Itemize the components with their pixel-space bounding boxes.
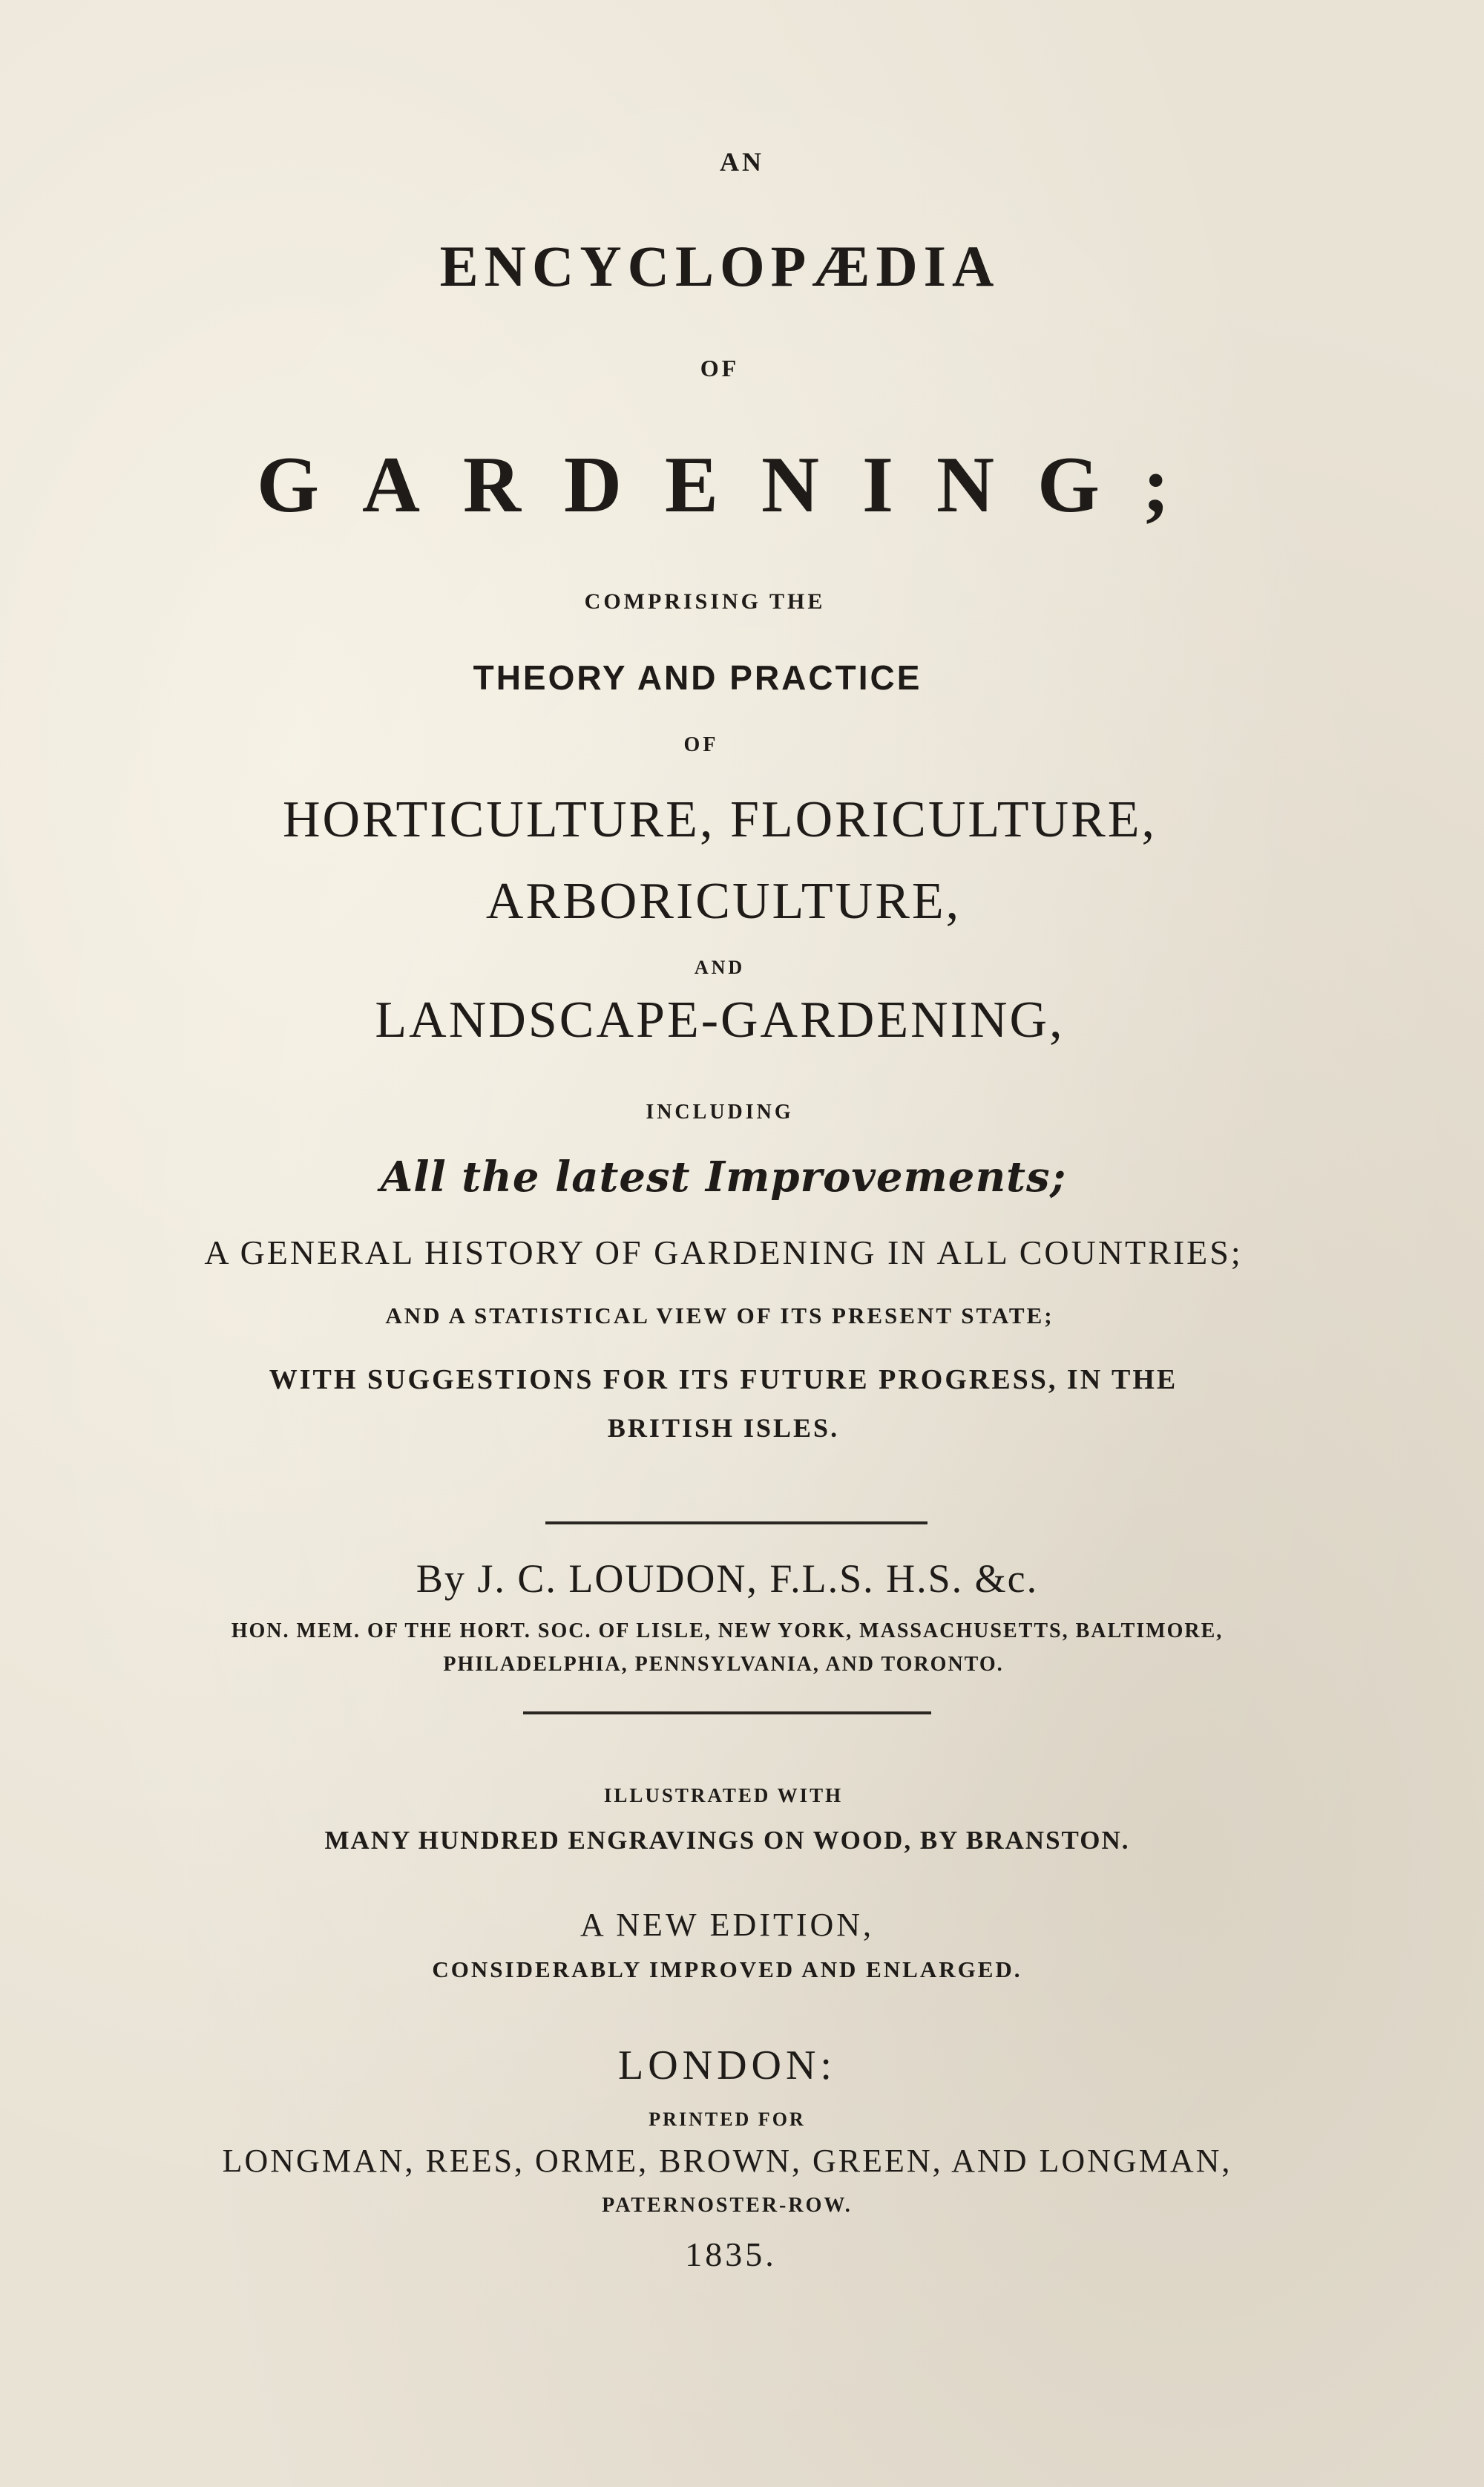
subjects-line-2: ARBORICULTURE, (485, 873, 962, 930)
publishers: LONGMAN, REES, ORME, BROWN, GREEN, AND LONGMAN, (222, 2143, 1232, 2179)
honors-line-2: PHILADELPHIA, PENNSYLVANIA, AND TORONTO. (443, 1653, 1004, 1676)
statistical-view: AND A STATISTICAL VIEW OF ITS PRESENT STATE; (385, 1303, 1054, 1328)
word-an: AN (720, 147, 764, 177)
author: By J. C. LOUDON, F.L.S. H.S. &c. (416, 1556, 1039, 1601)
title-gardening: GARDENING; (256, 441, 1212, 529)
subjects-line-3: LANDSCAPE-GARDENING, (375, 992, 1065, 1049)
theory-and-practice: THEORY AND PRACTICE (473, 658, 922, 697)
word-of-2: OF (683, 733, 719, 756)
paternoster-row: PATERNOSTER-ROW. (602, 2194, 853, 2217)
publication-year: 1835. (685, 2235, 777, 2273)
latest-improvements: All the latest Improvements; (380, 1153, 1067, 1202)
word-of-1: OF (700, 355, 740, 381)
printed-for: PRINTED FOR (649, 2108, 806, 2130)
divider-rule-2 (523, 1711, 931, 1714)
general-history: A GENERAL HISTORY OF GARDENING IN ALL COUNTRIES; (204, 1233, 1243, 1271)
illustrated-with: ILLUSTRATED WITH (603, 1784, 844, 1806)
comprising-the: COMPRISING THE (584, 589, 826, 614)
subjects-line-1: HORTICULTURE, FLORICULTURE, (282, 791, 1158, 848)
title-encyclopaedia: ENCYCLOPÆDIA (439, 234, 1000, 298)
including: INCLUDING (646, 1101, 794, 1124)
divider-rule-1 (545, 1521, 928, 1524)
place-london: LONDON: (618, 2042, 836, 2088)
word-and: AND (694, 957, 746, 978)
honors-line-1: HON. MEM. OF THE HORT. SOC. OF LISLE, NEW YORK, MASSACHUSETTS, BALTIMORE, (231, 1619, 1224, 1642)
new-edition: A NEW EDITION, (580, 1907, 875, 1943)
considerably-improved: CONSIDERABLY IMPROVED AND ENLARGED. (432, 1956, 1022, 1982)
british-isles: BRITISH ISLES. (607, 1413, 840, 1443)
suggestions: WITH SUGGESTIONS FOR ITS FUTURE PROGRESS, IN THE (269, 1364, 1178, 1395)
engravings: MANY HUNDRED ENGRAVINGS ON WOOD, BY BRANSTON. (324, 1826, 1130, 1855)
